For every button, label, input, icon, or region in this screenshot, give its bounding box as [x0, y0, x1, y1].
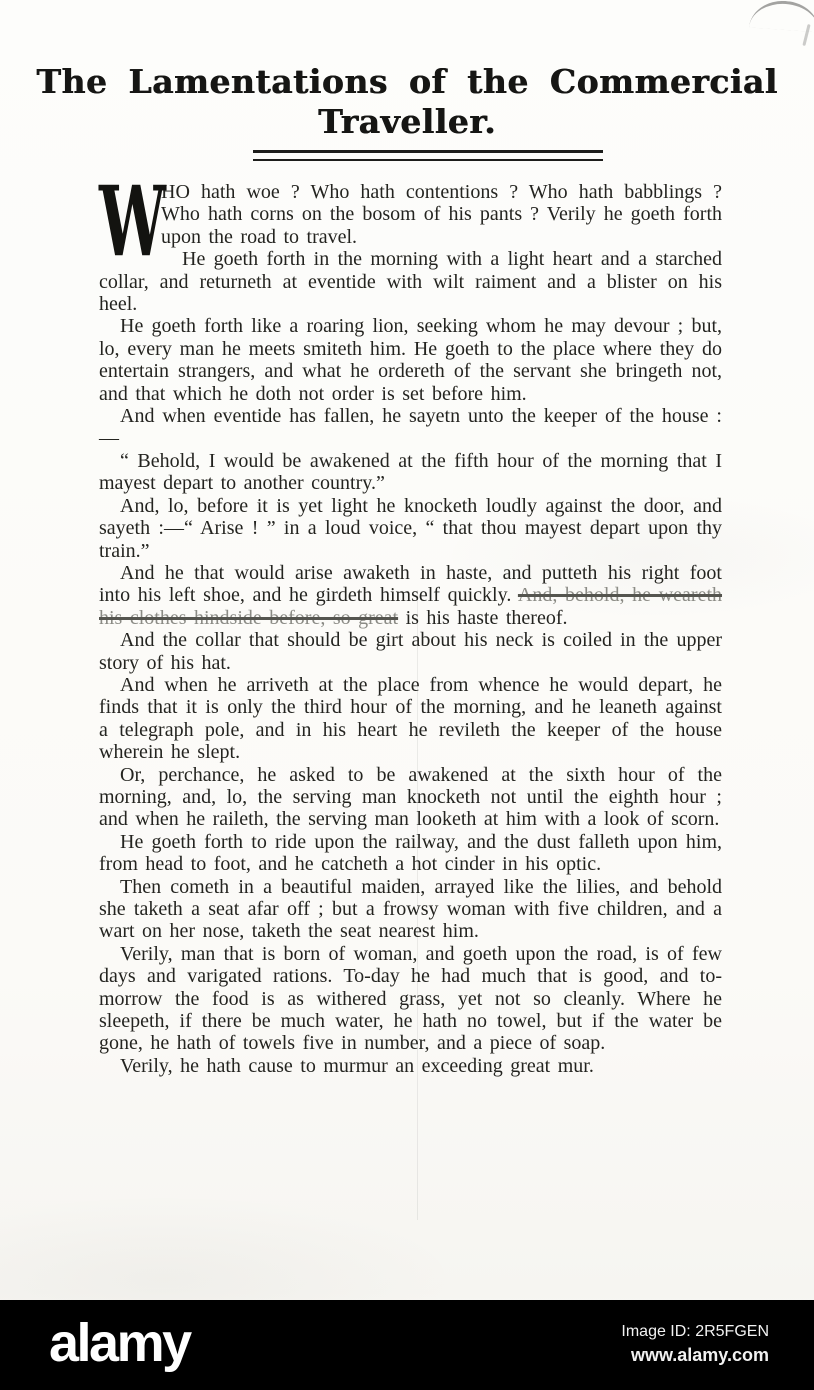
page-title-line1: The Lamentations of the Commercial	[36, 62, 778, 101]
paragraph-text: He goeth forth like a roaring lion, seeking whom he may devour ; but, lo, every man he meets smiteth him. He goeth to the place where they do entertain strangers, and what he ordereth of the servant she bringeth not, and that which he doth not order is set before him.	[99, 315, 722, 405]
paragraph-text: And he that would arise awaketh in haste, and putteth his right foot into his left shoe, and he girdeth himself quickly.	[99, 561, 722, 607]
paragraph	[99, 165, 722, 278]
paragraph	[99, 562, 722, 629]
paragraph-text: And, lo, before it is yet light he knocketh loudly against the door, and sayeth :—“ Arise ! ” in a loud voice, “ that thou mayest depart upon thy train.”	[99, 494, 722, 562]
paragraph-text: Or, perchance, he asked to be awakened at the sixth hour of the morning, and, lo, the serving man knocketh not until the eighth hour ; and when he raileth, the serving man looketh at him with a look of scorn.	[99, 763, 722, 831]
title-divider-rule	[253, 150, 603, 161]
watermark-bar	[0, 1300, 814, 1390]
paragraph-text: HO hath woe ? Who hath contentions ? Who hath babblings ? Who hath corns on the bosom of his pants ? Verily he goeth forth upon the road to travel.	[161, 181, 722, 248]
paragraph	[99, 248, 722, 315]
paragraph-text: is his haste thereof.	[398, 606, 568, 629]
paragraph	[99, 1055, 722, 1077]
paragraph-text: Verily, he hath cause to murmur an exceeding great mur.	[120, 1054, 594, 1077]
alamy-logo: alamy	[49, 1313, 190, 1373]
paragraph	[99, 495, 722, 562]
drop-cap-letter: W	[99, 165, 166, 278]
paragraph-text: “ Behold, I would be awakened at the fifth hour of the morning that I mayest depart to another country.”	[99, 449, 722, 495]
paragraph-text: Verily, man that is born of woman, and goeth upon the road, is of few days and varigated rations. To-day he had much that is good, and to-morrow the food is as withered grass, yet not so cleanly. Where he sleepeth, if there be much water, he hath no towel, but if the water be gone, he hath of towels five in number, and a piece of soap.	[99, 942, 722, 1055]
paragraph	[99, 405, 722, 450]
paragraph-text: And when he arriveth at the place from whence he would depart, he finds that it is only the third hour of the morning, and he leaneth against a telegraph pole, and in his heart he revileth the keeper of the house wherein he slept.	[99, 673, 722, 764]
paragraph	[99, 764, 722, 831]
paragraph	[99, 315, 722, 405]
paragraph-text: And when eventide has fallen, he sayetn unto the keeper of the house :—	[99, 405, 722, 450]
website-text: www.alamy.com	[630, 1345, 769, 1365]
paragraph	[99, 943, 722, 1055]
struck-through-text: And, behold, he weareth his clothes hindside before, so great	[99, 584, 723, 629]
watermark-credit	[621, 1322, 769, 1366]
paragraph-text: He goeth forth to ride upon the railway, and the dust falleth upon him, from head to foot, and he catcheth a hot cinder in his optic.	[99, 830, 722, 876]
paragraph	[99, 629, 722, 674]
paragraph	[99, 831, 722, 876]
paragraph-text: And the collar that should be girt about his neck is coiled in the upper story of his hat.	[99, 629, 722, 674]
image-id-text: Image ID: 2R5FGEN	[621, 1323, 769, 1340]
page-title	[0, 62, 814, 142]
paper-smudge	[749, 0, 814, 32]
paragraph	[99, 674, 722, 764]
paragraph-text: Then cometh in a beautiful maiden, arrayed like the lilies, and behold she taketh a seat afar off ; but a frowsy woman with five children, and a wart on her nose, taketh the seat nearest him.	[99, 875, 722, 943]
paragraph	[99, 450, 722, 495]
paragraph-text: He goeth forth in the morning with a light heart and a starched collar, and returneth at eventide with wilt raiment and a blister on his heel.	[99, 248, 722, 316]
paragraph	[99, 876, 722, 943]
article-body	[99, 165, 723, 1077]
page-title-line2: Traveller.	[317, 102, 496, 141]
